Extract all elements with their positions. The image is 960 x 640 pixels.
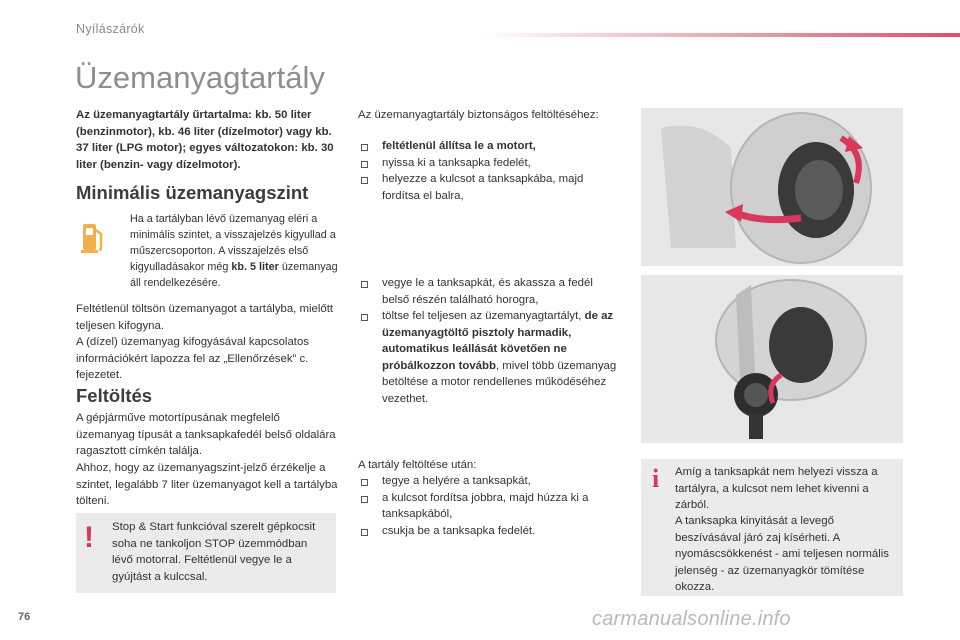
info-box — [641, 459, 903, 596]
refuel-heading: Feltöltés — [76, 385, 153, 406]
list-item: helyezze a kulcsot a tanksapkába, majd fordítsa el balra, — [358, 171, 620, 204]
info-text1: Amíg a tanksapkát nem helyezi vissza a tartályra, a kulcsot nem lehet kivenni a zárból. — [675, 466, 878, 511]
info-icon: i — [652, 464, 660, 493]
fill-item2-bold: de az üzemanyagtöltő pisztoly harmadik, automatikus leállását követően ne próbálkozzon tovább — [382, 310, 614, 372]
page-title: Üzemanyagtartály — [75, 60, 325, 95]
fill-item2-post: , mivel több üzemanyag betöltése a motor rendellenes működéséhez vezethet. — [382, 359, 617, 405]
list-item: tegye a helyére a tanksapkát, — [358, 473, 620, 490]
stopstart-warning-box — [76, 513, 336, 593]
list-item: vegye le a tanksapkát, és akassza a fedél belső részén található horogra, — [358, 275, 620, 308]
list-item: feltétlenül állítsa le a motort, — [358, 138, 620, 155]
stopstart-text: Stop & Start funkcióval szerelt gépkocsit soha ne tankoljon STOP üzemmódban lévő motorral. Feltétlenül vegye le a gyújtást a kulccsal. — [112, 521, 316, 583]
header-accent-bar — [480, 33, 960, 37]
warning-exclamation-icon: ! — [84, 521, 94, 554]
minimal-heading: Minimális üzemanyagszint — [76, 182, 309, 203]
list-item — [358, 308, 620, 407]
fuel-cap-key-illustration — [641, 275, 903, 443]
safety-list — [358, 138, 620, 204]
after-list — [358, 473, 620, 539]
minimal-warning-bold: kb. 5 liter — [231, 261, 279, 273]
fill-list — [358, 275, 620, 407]
fuel-gauge-icon — [80, 220, 106, 256]
list-item: nyissa ki a tanksapka fedelét, — [358, 155, 620, 172]
fill-item2-pre: töltse fel teljesen az üzemanyagtartályt, — [382, 310, 585, 322]
fuel-cap-opening-illustration — [641, 108, 903, 266]
after-intro: A tartály feltöltése után: — [358, 459, 477, 471]
list-item: a kulcsot fordítsa jobbra, majd húzza ki a tanksapkából, — [358, 490, 620, 523]
watermark: carmanualsonline.info — [592, 608, 791, 630]
list-item: csukja be a tanksapka fedelét. — [358, 523, 620, 540]
minimal-warning-tail: üzemanyag áll rendelkezésére. — [130, 261, 338, 289]
info-text2: A tanksapka kinyitását a levegő beszívásával járó zaj kísérheti. A nyomáscsökkenést - ami teljesen normális jelenség - az üzemanyagkör tömítése okozza. — [675, 515, 889, 593]
section-header: Nyílászárók — [76, 22, 145, 36]
minimal-para1: Feltétlenül töltsön üzemanyagot a tartályba, mielőtt teljesen kifogyna. — [76, 303, 334, 332]
safety-intro: Az üzemanyagtartály biztonságos feltöltéséhez: — [358, 109, 599, 121]
minimal-warning-text: Ha a tartályban lévő üzemanyag eléri a minimális szintet, a visszajelzés kigyullad a műszercsoporton. A visszajelzés első kigyulladásakor még — [130, 213, 336, 273]
capacity-intro: Az üzemanyagtartály űrtartalma: kb. 50 liter (benzinmotor), kb. 46 liter (dízelmotor) vagy kb. 37 liter (LPG motor); egyes változatokon: kb. 30 liter (benzin- vagy dízelmotor). — [76, 109, 334, 171]
refuel-para1: A gépjárműve motortípusának megfelelő üzemanyag típusát a tanksapkafedél belső oldalára ragasztott címkén találja. — [76, 412, 336, 457]
refuel-para2: Ahhoz, hogy az üzemanyagszint-jelző érzékelje a szintet, legalább 7 liter üzemanyagot kell a tartályba tölteni. — [76, 462, 338, 507]
minimal-para2: A (dízel) üzemanyag kifogyásával kapcsolatos információkért lapozza fel az „Ellenőrzések” c. fejezetet. — [76, 336, 309, 381]
page-number: 76 — [18, 611, 31, 623]
minimal-warning — [130, 211, 338, 291]
